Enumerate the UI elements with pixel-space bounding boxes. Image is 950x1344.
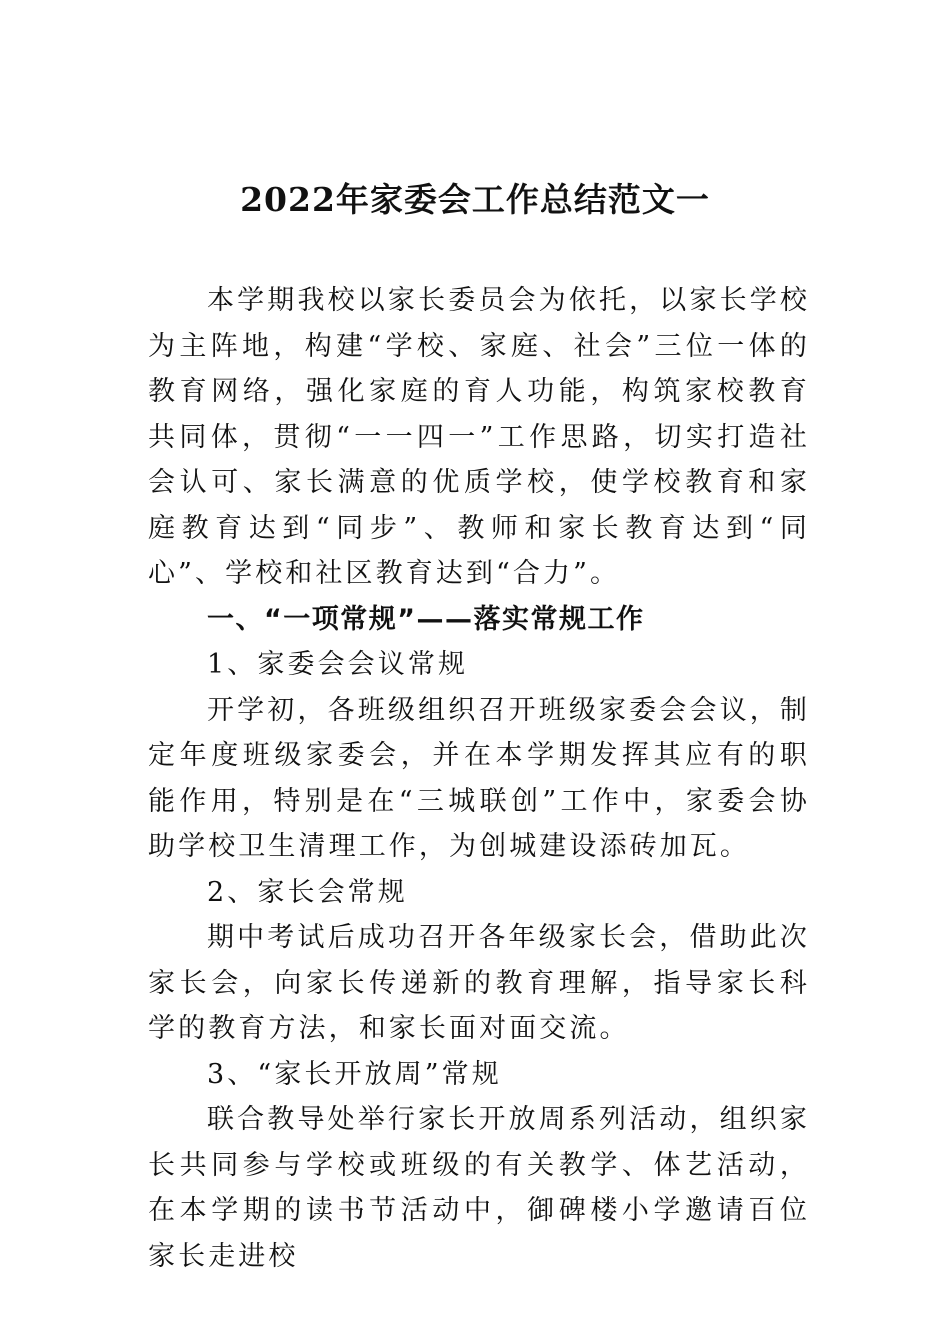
subheading-3: 3、“家长开放周”常规: [207, 1058, 502, 1090]
subheading-2: 2、家长会常规: [207, 876, 408, 908]
subheading-1: 1、家委会会议常规: [207, 649, 469, 680]
paragraph-parent-meeting: 期中考试后成功召开各年级家长会，借助此次家长会，向家长传递新的教育理解，指导家长科学的教育方法，和家长面对面交流。: [148, 922, 810, 1044]
paragraph-committee-meeting: 开学初，各班级组织召开班级家委会会议，制定年度班级家委会，并在本学期发挥其应有的职能作用，特别是在“三城联创”工作中，家委会协助学校卫生清理工作，为创城建设添砖加瓦。: [148, 694, 810, 862]
document-body: [148, 278, 810, 1279]
paragraph-open-week: 联合教导处举行家长开放周系列活动，组织家长共同参与学校或班级的有关教学、体艺活动，在本学期的读书节活动中，御碑楼小学邀请百位家长走进校: [148, 1104, 810, 1272]
document-title: 2022年家委会工作总结范文一: [240, 180, 710, 219]
section-heading-1: 一、“一项常规”——落实常规工作: [207, 603, 645, 635]
paragraph-intro: 本学期我校以家长委员会为依托，以家长学校为主阵地，构建“学校、家庭、社会”三位一体的教育网络，强化家庭的育人功能，构筑家校教育共同体，贯彻“一一四一”工作思路，切实打造社会认可、家长满意的优质学校，使学校教育和家庭教育达到“同步”、教师和家长教育达到“同心”、学校和社区教育达到“合力”。: [148, 285, 810, 589]
